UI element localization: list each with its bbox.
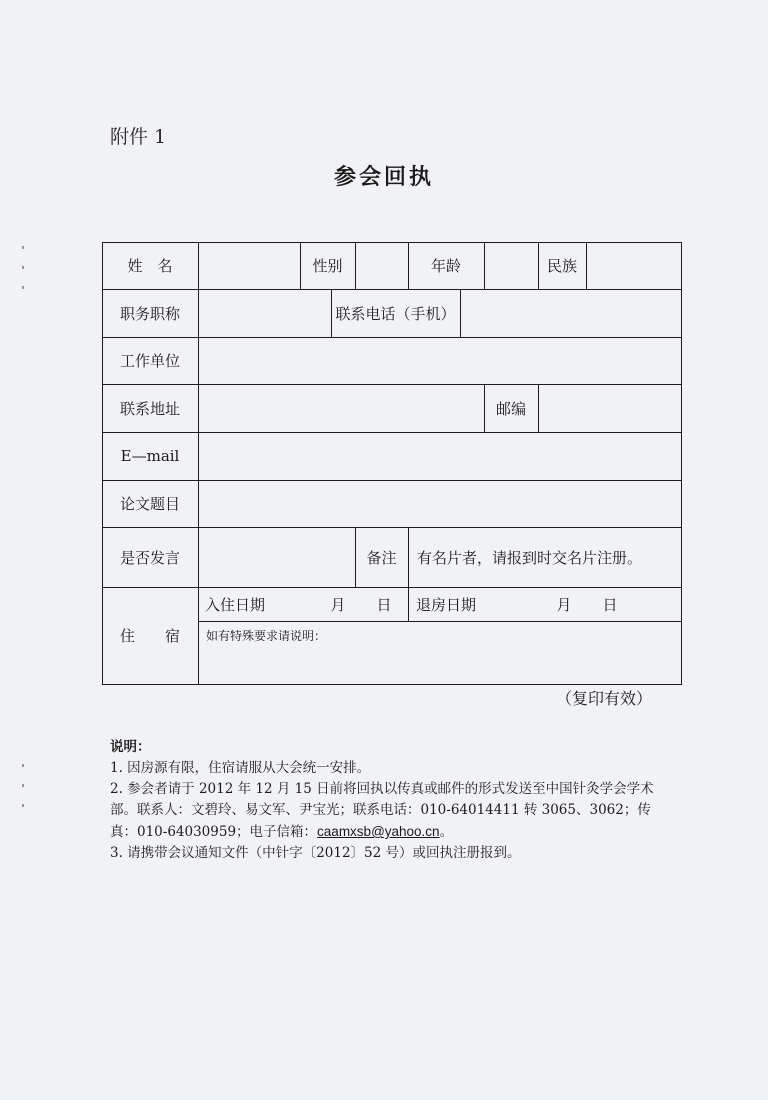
- note-item-2-end: 。: [439, 824, 454, 840]
- note-item-2: [110, 779, 670, 843]
- special-request-label: 如有特殊要求请说明：: [206, 628, 327, 643]
- notes-heading: 说明：: [110, 739, 151, 755]
- special-request-field[interactable]: [199, 646, 681, 683]
- label-phone: 联系电话（手机）: [335, 304, 456, 323]
- label-gender: 性别: [312, 257, 343, 275]
- note-item-3: 3. 请携带会议通知文件（中针字〔2012〕52 号）或回执注册报到。: [110, 845, 521, 861]
- label-address: 联系地址: [119, 399, 180, 418]
- label-paper-title: 论文题目: [119, 495, 180, 513]
- label-email: E—mail: [120, 447, 180, 465]
- address-field[interactable]: [199, 385, 484, 432]
- label-checkin-month: 月: [330, 596, 346, 614]
- cell-divider: [408, 587, 409, 621]
- label-remark: 备注: [366, 548, 397, 567]
- lodging-divider: [198, 621, 682, 622]
- table-border-bottom: [102, 684, 682, 685]
- scan-mark: [22, 246, 24, 249]
- position-field[interactable]: [199, 290, 331, 337]
- label-position: 职务职称: [119, 304, 180, 323]
- contact-email-link[interactable]: caamxsb@yahoo.cn: [317, 824, 440, 839]
- remark-text: 有名片者，请报到时交名片注册。: [417, 548, 643, 567]
- table-border-right: [681, 242, 682, 684]
- scan-mark: [22, 286, 24, 289]
- scan-mark: [22, 764, 24, 767]
- gender-field[interactable]: [356, 243, 408, 289]
- phone-field[interactable]: [461, 290, 681, 337]
- label-checkin: 入住日期: [205, 596, 266, 614]
- label-checkout-month: 月: [556, 596, 572, 614]
- note-item-2-text: 2. 参会者请于 2012 年 12 月 15 日前将回执以传真或邮件的形式发送至中国针灸学会学术部。联系人：文碧玲、易文军、尹宝光；联系电话：010-64014411 转 3065、3062；传真：010-64030959；电子信箱：: [110, 781, 654, 840]
- notes-section: [110, 737, 670, 864]
- label-checkout-day: 日: [602, 596, 618, 614]
- label-checkin-day: 日: [376, 596, 392, 614]
- label-age: 年龄: [430, 257, 461, 275]
- age-field[interactable]: [485, 243, 538, 289]
- name-field[interactable]: [199, 243, 300, 289]
- email-field[interactable]: [199, 433, 681, 480]
- postcode-field[interactable]: [539, 385, 681, 432]
- label-work-unit: 工作单位: [119, 352, 180, 370]
- page-title: 参会回执: [333, 164, 434, 190]
- label-lodging: 住 宿: [119, 627, 180, 645]
- ethnicity-field[interactable]: [587, 243, 681, 289]
- scan-mark: [22, 266, 24, 269]
- note-item-1: 1. 因房源有限，住宿请服从大会统一安排。: [110, 760, 371, 776]
- speech-field[interactable]: [199, 528, 355, 587]
- label-checkout: 退房日期: [416, 596, 477, 614]
- work-unit-field[interactable]: [199, 338, 681, 384]
- label-name: 姓 名: [127, 257, 173, 275]
- scan-mark: [22, 804, 24, 807]
- label-ethnicity: 民族: [546, 257, 577, 275]
- attachment-label: 附件 1: [110, 126, 167, 148]
- paper-title-field[interactable]: [199, 481, 681, 527]
- label-postcode: 邮编: [495, 399, 526, 418]
- copy-valid-note: （复印有效）: [556, 689, 653, 708]
- label-speech: 是否发言: [119, 548, 180, 567]
- scan-mark: [22, 784, 24, 787]
